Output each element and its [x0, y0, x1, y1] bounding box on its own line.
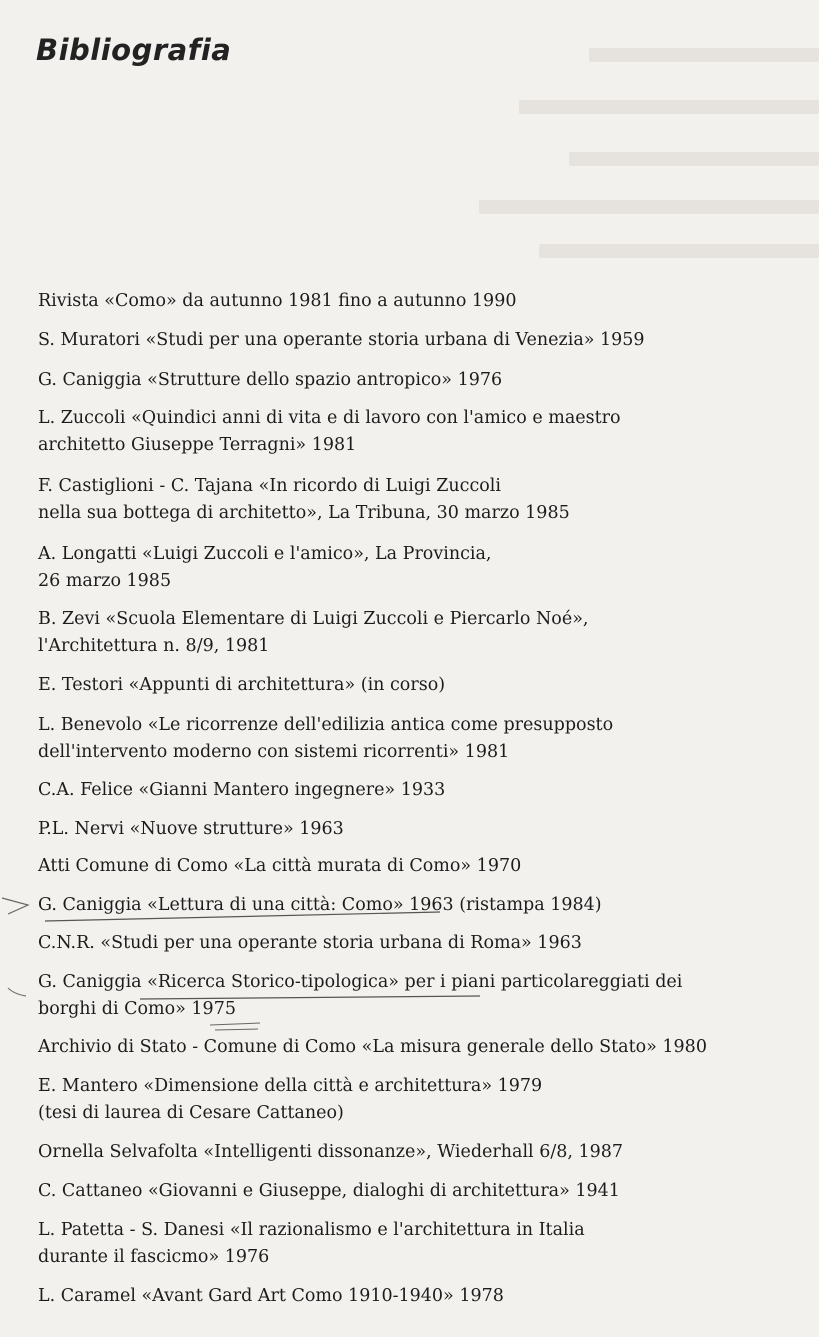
entry-line: S. Muratori «Studi per una operante storia urbana di Venezia» 1959 [38, 330, 645, 350]
entry-line: dell'intervento moderno con sistemi ricorrenti» 1981 [38, 742, 510, 762]
entry-line: L. Zuccoli «Quindici anni di vita e di lavoro con l'amico e maestro [38, 408, 621, 428]
bibliography-entry [38, 892, 798, 919]
entry-line: nella sua bottega di architetto», La Tribuna, 30 marzo 1985 [38, 503, 570, 523]
entry-line: G. Caniggia «Lettura di una città: Como» 1963 (ristampa 1984) [38, 895, 602, 915]
pencil-arrow-mark [2, 898, 28, 914]
entry-line: 26 marzo 1985 [38, 571, 172, 591]
entry-line: P.L. Nervi «Nuove strutture» 1963 [38, 819, 344, 839]
bibliography-entry [38, 969, 798, 1023]
bibliography-entry [38, 1283, 798, 1310]
entry-line: C.A. Felice «Gianni Mantero ingegnere» 1933 [38, 780, 446, 800]
bibliography-entry [38, 327, 798, 354]
bibliography-entry [38, 473, 798, 527]
bibliography-entry [38, 1034, 798, 1061]
bibliography-entry [38, 541, 798, 595]
entry-line: Atti Comune di Como «La città murata di Como» 1970 [38, 856, 522, 876]
bibliography-entry [38, 777, 798, 804]
entry-line: G. Caniggia «Strutture dello spazio antropico» 1976 [38, 370, 503, 390]
entry-line: L. Caramel «Avant Gard Art Como 1910-1940» 1978 [38, 1286, 504, 1306]
entry-line: A. Longatti «Luigi Zuccoli e l'amico», La Provincia, [38, 544, 492, 564]
entry-line: L. Benevolo «Le ricorrenze dell'edilizia antica come presupposto [38, 715, 614, 735]
bibliography-entry [38, 1073, 798, 1127]
bibliography-entry [38, 288, 798, 315]
bibliography-entry [38, 405, 798, 459]
bibliography-entry [38, 930, 798, 957]
bibliography-entry [38, 367, 798, 394]
entry-line: G. Caniggia «Ricerca Storico-tipologica» per i piani particolareggiati dei [38, 972, 683, 992]
page-title: Bibliografia [36, 33, 232, 68]
bibliography-entry [38, 1139, 798, 1166]
entry-line: borghi di Como» 1975 [38, 999, 236, 1019]
entry-line: Ornella Selvafolta «Intelligenti dissonanze», Wiederhall 6/8, 1987 [38, 1142, 624, 1162]
entry-line: E. Mantero «Dimensione della città e architettura» 1979 [38, 1076, 543, 1096]
entry-line: L. Patetta - S. Danesi «Il razionalismo e l'architettura in Italia [38, 1220, 585, 1240]
bibliography-entry [38, 1217, 798, 1271]
entry-line: E. Testori «Appunti di architettura» (in corso) [38, 675, 446, 695]
pencil-tick-mark [8, 988, 26, 996]
entry-line: F. Castiglioni - C. Tajana «In ricordo di Luigi Zuccoli [38, 476, 501, 496]
entry-line: architetto Giuseppe Terragni» 1981 [38, 435, 357, 455]
bibliography-entry [38, 1178, 798, 1205]
bibliography-entry [38, 606, 798, 660]
entry-line: l'Architettura n. 8/9, 1981 [38, 636, 270, 656]
entry-line: Rivista «Como» da autunno 1981 fino a autunno 1990 [38, 291, 517, 311]
entry-line: Archivio di Stato - Comune di Como «La misura generale dello Stato» 1980 [38, 1037, 707, 1057]
entry-line: durante il fascicmo» 1976 [38, 1247, 270, 1267]
entry-line: B. Zevi «Scuola Elementare di Luigi Zuccoli e Piercarlo Noé», [38, 609, 589, 629]
pencil-underline [210, 1023, 260, 1030]
entry-line: C.N.R. «Studi per una operante storia urbana di Roma» 1963 [38, 933, 582, 953]
bibliography-entry [38, 816, 798, 843]
entry-line: (tesi di laurea di Cesare Cattaneo) [38, 1103, 344, 1123]
bibliography-entry [38, 672, 798, 699]
bibliography-entry [38, 712, 798, 766]
bibliography-entry [38, 853, 798, 880]
entry-line: C. Cattaneo «Giovanni e Giuseppe, dialoghi di architettura» 1941 [38, 1181, 620, 1201]
